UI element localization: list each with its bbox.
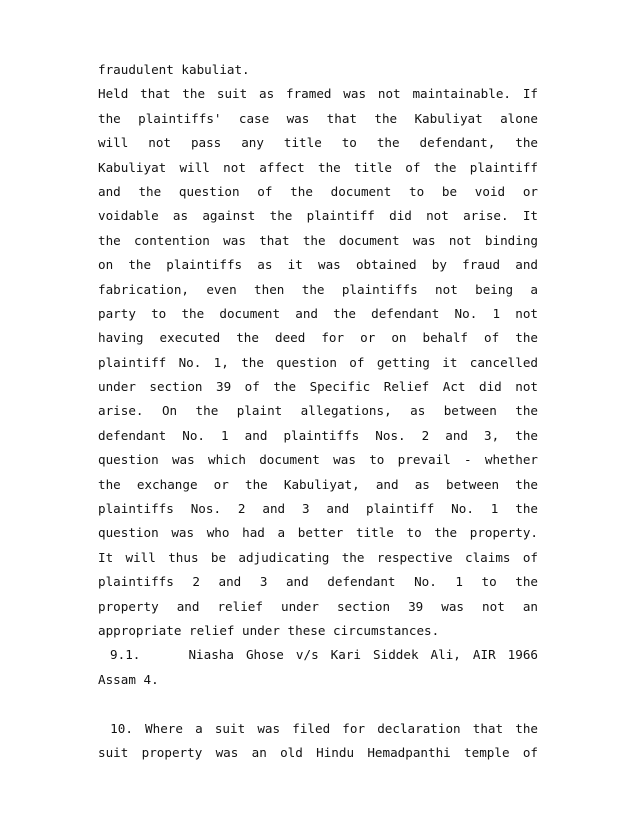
text-line: fraudulent kabuliat.	[98, 62, 250, 77]
text-line: property and relief under section 39 was not an	[98, 598, 538, 614]
blank-line	[98, 692, 538, 716]
text-line: plaintiffs Nos. 2 and 3 and plaintiff No. 1 the	[98, 501, 538, 517]
text-line: defendant No. 1 and plaintiffs Nos. 2 and 3, the	[98, 427, 538, 443]
document-body	[98, 58, 538, 765]
text-line: It will thus be adjudicating the respective claims of	[98, 549, 538, 565]
text-line: fabrication, even then the plaintiffs not being a	[98, 281, 538, 297]
text-line: 9.1. Niasha Ghose v/s Kari Siddek Ali, AIR 1966	[98, 647, 538, 663]
text-line: plaintiffs 2 and 3 and defendant No. 1 to the	[98, 574, 538, 590]
text-line: Held that the suit as framed was not maintainable. If	[98, 86, 538, 102]
text-line: appropriate relief under these circumstances.	[98, 622, 440, 638]
text-line: suit property was an old Hindu Hemadpanthi temple of	[98, 744, 538, 760]
text-line: and the question of the document to be void or	[98, 183, 538, 199]
text-line: under section 39 of the Specific Relief Act did not	[98, 379, 538, 395]
text-line: plaintiff No. 1, the question of getting it cancelled	[98, 354, 538, 370]
text-line: question was which document was to prevail - whether	[98, 452, 538, 468]
text-line: having executed the deed for or on behalf of the	[98, 330, 538, 346]
text-line: 10. Where a suit was filed for declaration that the	[98, 720, 538, 736]
text-line: will not pass any title to the defendant, the	[98, 135, 538, 151]
text-line: on the plaintiffs as it was obtained by fraud and	[98, 257, 538, 273]
text-line: voidable as against the plaintiff did not arise. It	[98, 208, 538, 224]
text-line: the plaintiffs' case was that the Kabuliyat alone	[98, 110, 538, 126]
text-line: Assam 4.	[98, 671, 159, 687]
text-line: the exchange or the Kabuliyat, and as between the	[98, 476, 538, 492]
text-line: Kabuliyat will not affect the title of the plaintiff	[98, 159, 538, 175]
text-line: question was who had a better title to the property.	[98, 525, 538, 541]
text-line: party to the document and the defendant No. 1 not	[98, 305, 538, 321]
text-line: arise. On the plaint allegations, as between the	[98, 403, 538, 419]
text-line: the contention was that the document was not binding	[98, 232, 538, 248]
